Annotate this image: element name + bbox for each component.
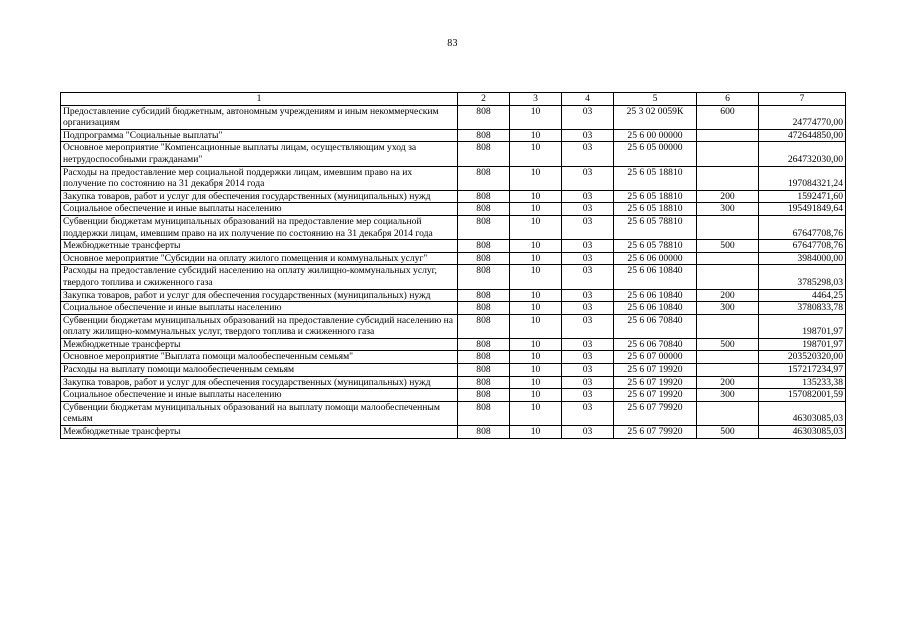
table-row [61,314,846,338]
row-code-3-cell: 10 [510,401,562,425]
row-amount-cell: 3984000,00 [759,252,846,265]
table-row [61,240,846,253]
row-name-cell: Расходы на предоставление мер социальной поддержки лицам, имевшим право на их получение по состоянию на 31 декабря 2014 года [61,166,458,190]
row-code-3-cell: 10 [510,203,562,216]
row-code-4-cell: 03 [562,289,614,302]
row-name-cell: Закупка товаров, работ и услуг для обеспечения государственных (муниципальных) нужд [61,376,458,389]
row-code-3-cell: 10 [510,364,562,377]
row-code-5-cell: 25 6 05 18810 [614,203,697,216]
row-code-4-cell: 03 [562,166,614,190]
row-amount-cell: 46303085,03 [759,401,846,425]
row-code-3-cell: 10 [510,289,562,302]
row-code-4-cell: 03 [562,252,614,265]
row-code-5-cell: 25 6 07 19920 [614,364,697,377]
row-code-6-cell [697,401,759,425]
row-code-6-cell: 200 [697,376,759,389]
row-code-6-cell: 200 [697,190,759,203]
row-code-2-cell: 808 [458,401,510,425]
row-amount-cell: 472644850,00 [759,129,846,142]
row-code-2-cell: 808 [458,105,510,129]
table-row [61,142,846,166]
row-code-2-cell: 808 [458,302,510,315]
row-code-4-cell: 03 [562,203,614,216]
row-code-6-cell [697,364,759,377]
row-code-4-cell: 03 [562,364,614,377]
row-name-cell: Субвенции бюджетам муниципальных образований на предоставление субсидий населению на оплату жилищно-коммунальных услуг, твердого топлива и сжиженного газа [61,314,458,338]
row-amount-cell: 157217234,97 [759,364,846,377]
row-code-4-cell: 03 [562,105,614,129]
row-code-4-cell: 03 [562,240,614,253]
table-row [61,215,846,239]
row-code-3-cell: 10 [510,376,562,389]
row-code-3-cell: 10 [510,105,562,129]
column-header-6: 6 [697,93,759,106]
row-code-6-cell [697,252,759,265]
row-code-5-cell: 25 6 07 19920 [614,389,697,402]
row-code-2-cell: 808 [458,338,510,351]
table-row [61,401,846,425]
row-name-cell: Межбюджетные трансферты [61,240,458,253]
row-code-4-cell: 03 [562,265,614,289]
row-code-6-cell [697,129,759,142]
row-code-6-cell: 500 [697,240,759,253]
row-amount-cell: 24774770,00 [759,105,846,129]
row-code-4-cell: 03 [562,389,614,402]
row-code-6-cell [697,314,759,338]
row-code-2-cell: 808 [458,364,510,377]
row-code-2-cell: 808 [458,389,510,402]
row-code-6-cell: 500 [697,426,759,439]
row-amount-cell: 135233,38 [759,376,846,389]
row-code-2-cell: 808 [458,376,510,389]
row-code-6-cell [697,215,759,239]
row-code-3-cell: 10 [510,389,562,402]
row-code-4-cell: 03 [562,142,614,166]
row-code-5-cell: 25 6 05 18810 [614,166,697,190]
table-row [61,105,846,129]
row-code-5-cell: 25 6 07 19920 [614,376,697,389]
column-header-2: 2 [458,93,510,106]
row-name-cell: Социальное обеспечение и иные выплаты населению [61,389,458,402]
row-code-3-cell: 10 [510,252,562,265]
row-code-2-cell: 808 [458,314,510,338]
row-name-cell: Социальное обеспечение и иные выплаты населению [61,302,458,315]
table-body [61,105,846,438]
row-code-2-cell: 808 [458,142,510,166]
row-code-4-cell: 03 [562,351,614,364]
table-row [61,389,846,402]
row-code-4-cell: 03 [562,215,614,239]
row-code-6-cell: 600 [697,105,759,129]
table-row [61,166,846,190]
column-header-1: 1 [61,93,458,106]
row-code-4-cell: 03 [562,401,614,425]
row-code-5-cell: 25 6 06 10840 [614,302,697,315]
table-row [61,364,846,377]
row-code-5-cell: 25 6 06 00000 [614,252,697,265]
row-code-5-cell: 25 6 05 78810 [614,240,697,253]
column-header-4: 4 [562,93,614,106]
column-header-7: 7 [759,93,846,106]
row-code-4-cell: 03 [562,314,614,338]
row-code-5-cell: 25 6 00 00000 [614,129,697,142]
table-row [61,190,846,203]
row-code-6-cell [697,142,759,166]
row-code-5-cell: 25 3 02 0059К [614,105,697,129]
row-code-6-cell [697,351,759,364]
row-amount-cell: 264732030,00 [759,142,846,166]
row-code-2-cell: 808 [458,215,510,239]
row-code-5-cell: 25 6 07 79920 [614,426,697,439]
row-name-cell: Межбюджетные трансферты [61,426,458,439]
table-row [61,265,846,289]
row-name-cell: Субвенции бюджетам муниципальных образований на выплату помощи малообеспеченным семьям [61,401,458,425]
row-code-6-cell: 200 [697,289,759,302]
row-code-5-cell: 25 6 06 10840 [614,265,697,289]
row-code-3-cell: 10 [510,190,562,203]
row-amount-cell: 3780833,78 [759,302,846,315]
row-code-6-cell: 300 [697,302,759,315]
row-amount-cell: 203520320,00 [759,351,846,364]
row-code-4-cell: 03 [562,302,614,315]
row-code-2-cell: 808 [458,190,510,203]
row-code-3-cell: 10 [510,302,562,315]
row-code-5-cell: 25 6 06 70840 [614,338,697,351]
row-code-3-cell: 10 [510,215,562,239]
row-code-2-cell: 808 [458,166,510,190]
row-code-5-cell: 25 6 05 78810 [614,215,697,239]
row-code-3-cell: 10 [510,426,562,439]
row-code-5-cell: 25 6 05 00000 [614,142,697,166]
row-code-3-cell: 10 [510,166,562,190]
row-amount-cell: 67647708,76 [759,240,846,253]
row-code-6-cell: 500 [697,338,759,351]
row-amount-cell: 195491849,64 [759,203,846,216]
row-name-cell: Основное мероприятие "Субсидии на оплату жилого помещения и коммунальных услуг" [61,252,458,265]
table-row [61,351,846,364]
row-name-cell: Межбюджетные трансферты [61,338,458,351]
table-row [61,338,846,351]
row-code-4-cell: 03 [562,129,614,142]
row-amount-cell: 46303085,03 [759,426,846,439]
row-name-cell: Подпрограмма "Социальные выплаты" [61,129,458,142]
row-amount-cell: 4464,25 [759,289,846,302]
table-row [61,129,846,142]
row-code-2-cell: 808 [458,252,510,265]
column-header-3: 3 [510,93,562,106]
row-code-6-cell [697,166,759,190]
table-row [61,203,846,216]
row-amount-cell: 197084321,24 [759,166,846,190]
row-name-cell: Субвенции бюджетам муниципальных образований на предоставление мер социальной поддержки лицам, имевшим право на их получение по состоянию на 31 декабря 2014 года [61,215,458,239]
row-code-6-cell: 300 [697,389,759,402]
row-code-3-cell: 10 [510,351,562,364]
budget-table [60,92,846,439]
column-header-5: 5 [614,93,697,106]
table-row [61,426,846,439]
table-row [61,302,846,315]
row-code-2-cell: 808 [458,289,510,302]
row-code-2-cell: 808 [458,426,510,439]
row-amount-cell: 3785298,03 [759,265,846,289]
row-code-2-cell: 808 [458,265,510,289]
row-name-cell: Предоставление субсидий бюджетным, автономным учреждениям и иным некоммерческим организациям [61,105,458,129]
row-code-2-cell: 808 [458,203,510,216]
row-code-4-cell: 03 [562,338,614,351]
row-code-4-cell: 03 [562,426,614,439]
row-code-3-cell: 10 [510,129,562,142]
row-code-3-cell: 10 [510,240,562,253]
table-row [61,289,846,302]
row-code-5-cell: 25 6 07 79920 [614,401,697,425]
table-row [61,252,846,265]
row-code-2-cell: 808 [458,129,510,142]
row-name-cell: Расходы на выплату помощи малообеспеченным семьям [61,364,458,377]
row-code-6-cell: 300 [697,203,759,216]
row-name-cell: Основное мероприятие "Компенсационные выплаты лицам, осуществляющим уход за нетрудоспособными гражданами" [61,142,458,166]
row-code-3-cell: 10 [510,265,562,289]
row-code-3-cell: 10 [510,338,562,351]
row-code-5-cell: 25 6 06 10840 [614,289,697,302]
row-amount-cell: 67647708,76 [759,215,846,239]
row-amount-cell: 157082001,59 [759,389,846,402]
row-name-cell: Расходы на предоставление субсидий населению на оплату жилищно-коммунальных услуг, твердого топлива и сжиженного газа [61,265,458,289]
row-name-cell: Социальное обеспечение и иные выплаты населению [61,203,458,216]
row-code-6-cell [697,265,759,289]
row-amount-cell: 198701,97 [759,314,846,338]
row-code-3-cell: 10 [510,314,562,338]
row-amount-cell: 1592471,60 [759,190,846,203]
row-name-cell: Основное мероприятие "Выплата помощи малообеспеченным семьям" [61,351,458,364]
row-code-4-cell: 03 [562,190,614,203]
row-code-5-cell: 25 6 05 18810 [614,190,697,203]
row-code-4-cell: 03 [562,376,614,389]
table-row [61,376,846,389]
row-name-cell: Закупка товаров, работ и услуг для обеспечения государственных (муниципальных) нужд [61,289,458,302]
row-code-3-cell: 10 [510,142,562,166]
table-header-row [61,93,846,106]
page-number: 83 [447,38,458,49]
row-code-2-cell: 808 [458,240,510,253]
row-code-2-cell: 808 [458,351,510,364]
row-amount-cell: 198701,97 [759,338,846,351]
row-code-5-cell: 25 6 07 00000 [614,351,697,364]
row-code-5-cell: 25 6 06 70840 [614,314,697,338]
row-name-cell: Закупка товаров, работ и услуг для обеспечения государственных (муниципальных) нужд [61,190,458,203]
